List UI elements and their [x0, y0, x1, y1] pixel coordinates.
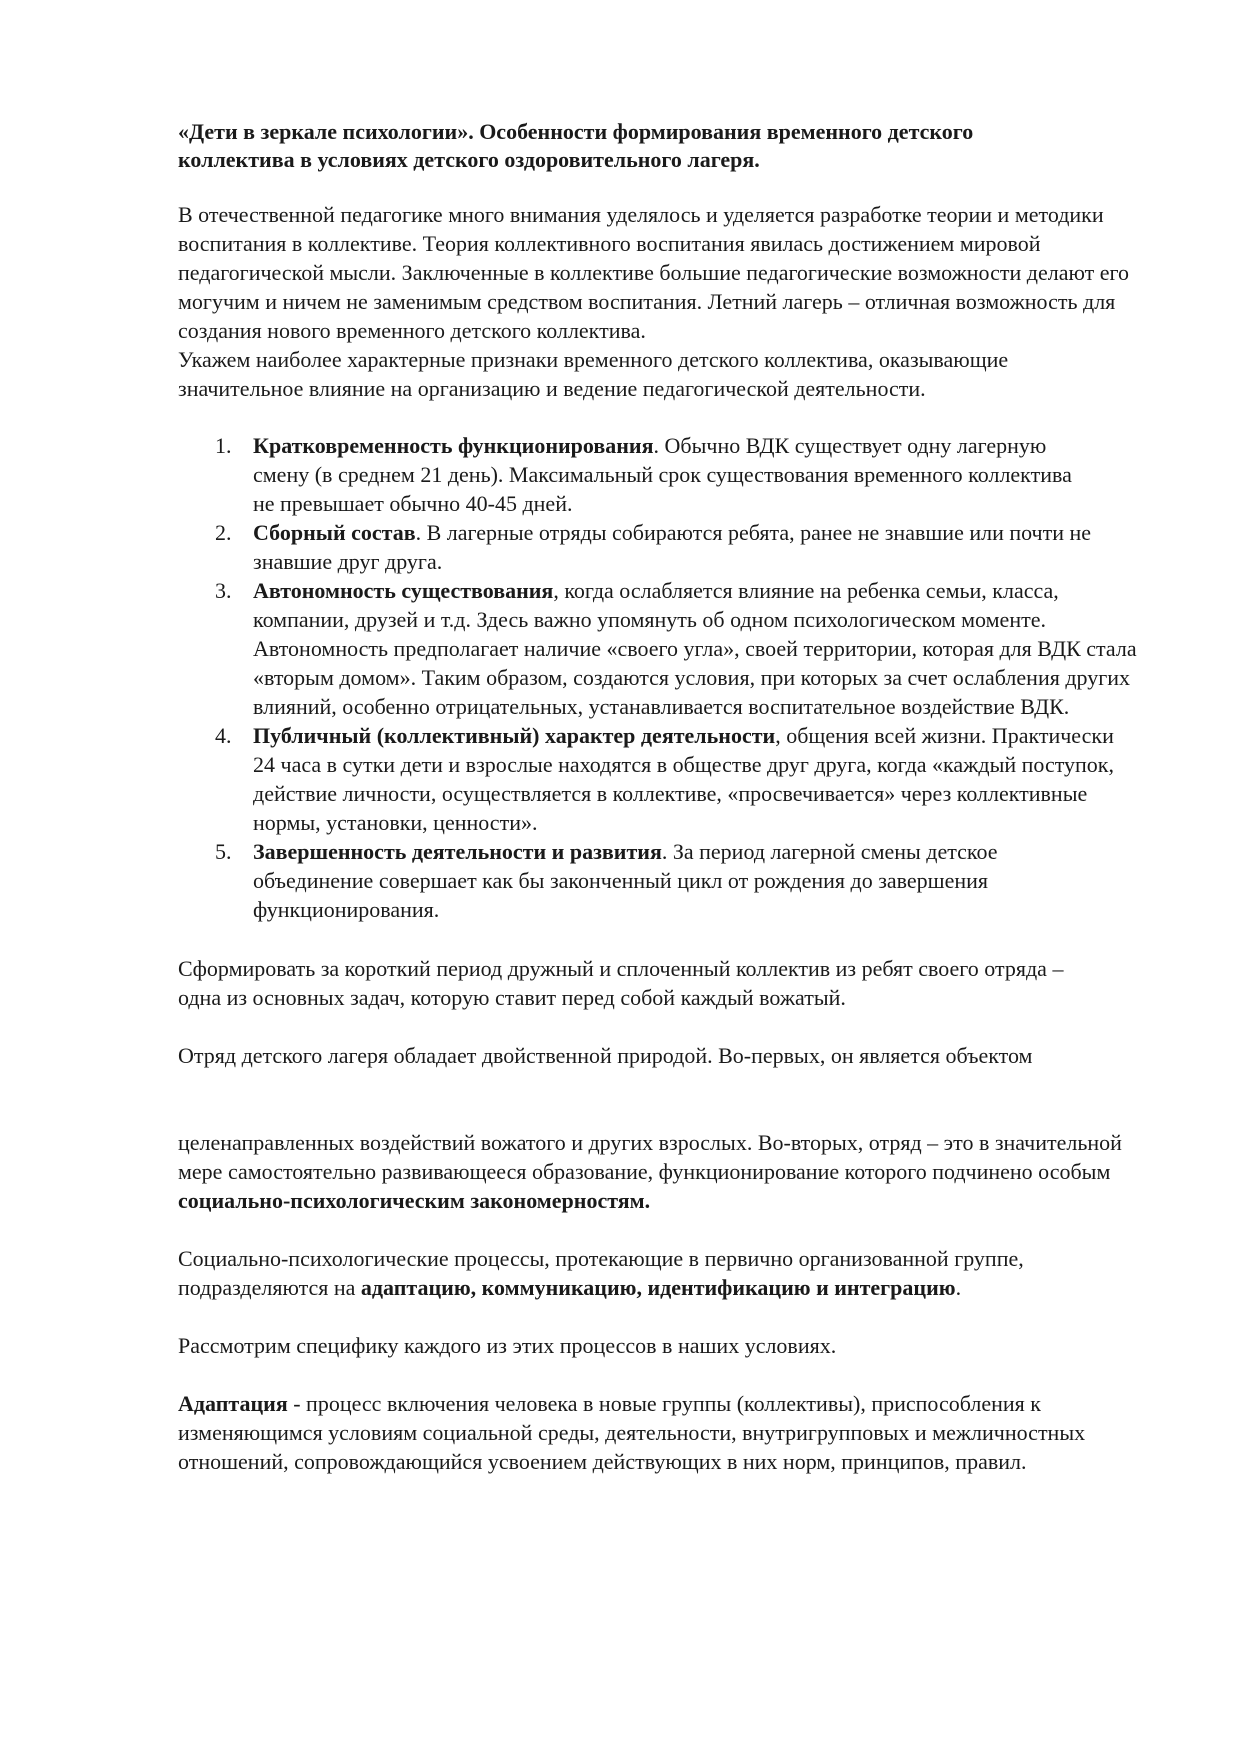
list-item-number: 4.	[215, 723, 232, 748]
list-item-text: . Обычно ВДК существует одну лагерную смену (в среднем 21 день). Максимальный срок существования временного коллектива не превышает обычно 40-45 дней.	[253, 433, 1072, 516]
list-item-term: Публичный (коллективный) характер деятельности	[253, 723, 776, 748]
adaptation-text: - процесс включения человека в новые группы (коллективы), приспособления к изменяющимся условиям социальной среды, деятельности, внутригрупповых и межличностных отношений, сопровождающийся усвоением действующих в них норм, принципов, правил.	[178, 1391, 1086, 1474]
list-item-number: 2.	[215, 520, 232, 545]
document-title	[178, 118, 1108, 174]
signs-intro-paragraph: Укажем наиболее характерные признаки временного детского коллектива, оказывающие значительное влияние на организацию и ведение педагогической деятельности.	[178, 347, 1009, 401]
list-item-term: Завершенность деятельности и развития	[253, 839, 662, 864]
list-item-term: Кратковременность функционирования	[253, 433, 654, 458]
title-line-2: коллектива в условиях детского оздоровительного лагеря.	[178, 147, 760, 172]
list-item-text: , когда ослабляется влияние на ребенка семьи, класса, компании, друзей и т.д. Здесь важно упомянуть об одном психологическом моменте. Автономность предполагает наличие «своего угла», своей территории, которая для ВДК стала «вторым домом». Таким образом, создаются условия, при которых за счет ослабления других влияний, особенно отрицательных, устанавливается воспитательное воздействие ВДК.	[253, 578, 1137, 719]
list-item-body	[253, 721, 1123, 837]
signs-list	[178, 431, 1144, 924]
intro-paragraph: В отечественной педагогике много внимания уделялось и уделяется разработке теории и методики воспитания в коллективе. Теория коллективного воспитания явилась достижением мировой педагогической мысли. Заключенные в коллективе большие педагогические возможности делают его могучим и ничем не заменимым средством воспитания. Летний лагерь – отличная возможность для создания нового временного детского коллектива.	[178, 202, 1129, 343]
list-item-number: 5.	[215, 839, 232, 864]
processes-end: .	[955, 1275, 962, 1300]
list-item-text: . В лагерные отряды собираются ребята, ранее не знавшие или почти не знавшие друг друга.	[253, 520, 1092, 574]
list-item-body	[253, 576, 1153, 721]
consider-paragraph: Рассмотрим специфику каждого из этих процессов в наших условиях.	[178, 1333, 837, 1358]
list-item	[178, 431, 1144, 518]
list-item-number: 3.	[215, 578, 232, 603]
list-item-body	[253, 518, 1123, 576]
list-item	[178, 721, 1144, 837]
list-item-number: 1.	[215, 433, 232, 458]
list-item-text: . За период лагерной смены детское объединение совершает как бы законченный цикл от рождения до завершения функционирования.	[253, 839, 998, 922]
list-item	[178, 837, 1144, 924]
processes-bold: адаптацию, коммуникацию, идентификацию и интеграцию	[360, 1275, 956, 1300]
processes-text: Социально-психологические процессы, протекающие в первично организованной группе, подразделяются на	[178, 1246, 1024, 1300]
adaptation-term: Адаптация	[178, 1391, 288, 1416]
dual-nature-text: целенаправленных воздействий вожатого и других взрослых. Во-вторых, отряд – это в значительной мере самостоятельно развивающееся образование, функционирование которого подчинено особым	[178, 1130, 1122, 1184]
task-paragraph: Сформировать за короткий период дружный и сплоченный коллектив из ребят своего отряда – одна из основных задач, которую ставит перед собой каждый вожатый.	[178, 956, 1064, 1010]
list-item	[178, 576, 1144, 721]
list-item-term: Автономность существования	[253, 578, 554, 603]
dual-nature-paragraph-continuation	[178, 1128, 1138, 1215]
title-line-1: «Дети в зеркале психологии». Особенности формирования временного детского	[178, 119, 974, 144]
list-item-term: Сборный состав	[253, 520, 416, 545]
list-item-text: , общения всей жизни. Практически 24 часа в сутки дети и взрослые находятся в обществе друг друга, когда «каждый поступок, действие личности, осуществляется в коллективе, «просвечивается» через коллективные нормы, установки, ценности».	[253, 723, 1114, 835]
list-item-body	[253, 431, 1083, 518]
dual-nature-paragraph-start: Отряд детского лагеря обладает двойственной природой. Во-первых, он является объектом	[178, 1043, 1033, 1068]
processes-paragraph	[178, 1244, 1138, 1302]
dual-nature-bold: социально-психологическим закономерностям.	[178, 1188, 651, 1213]
list-item-body	[253, 837, 1123, 924]
list-item	[178, 518, 1144, 576]
adaptation-paragraph	[178, 1389, 1138, 1476]
